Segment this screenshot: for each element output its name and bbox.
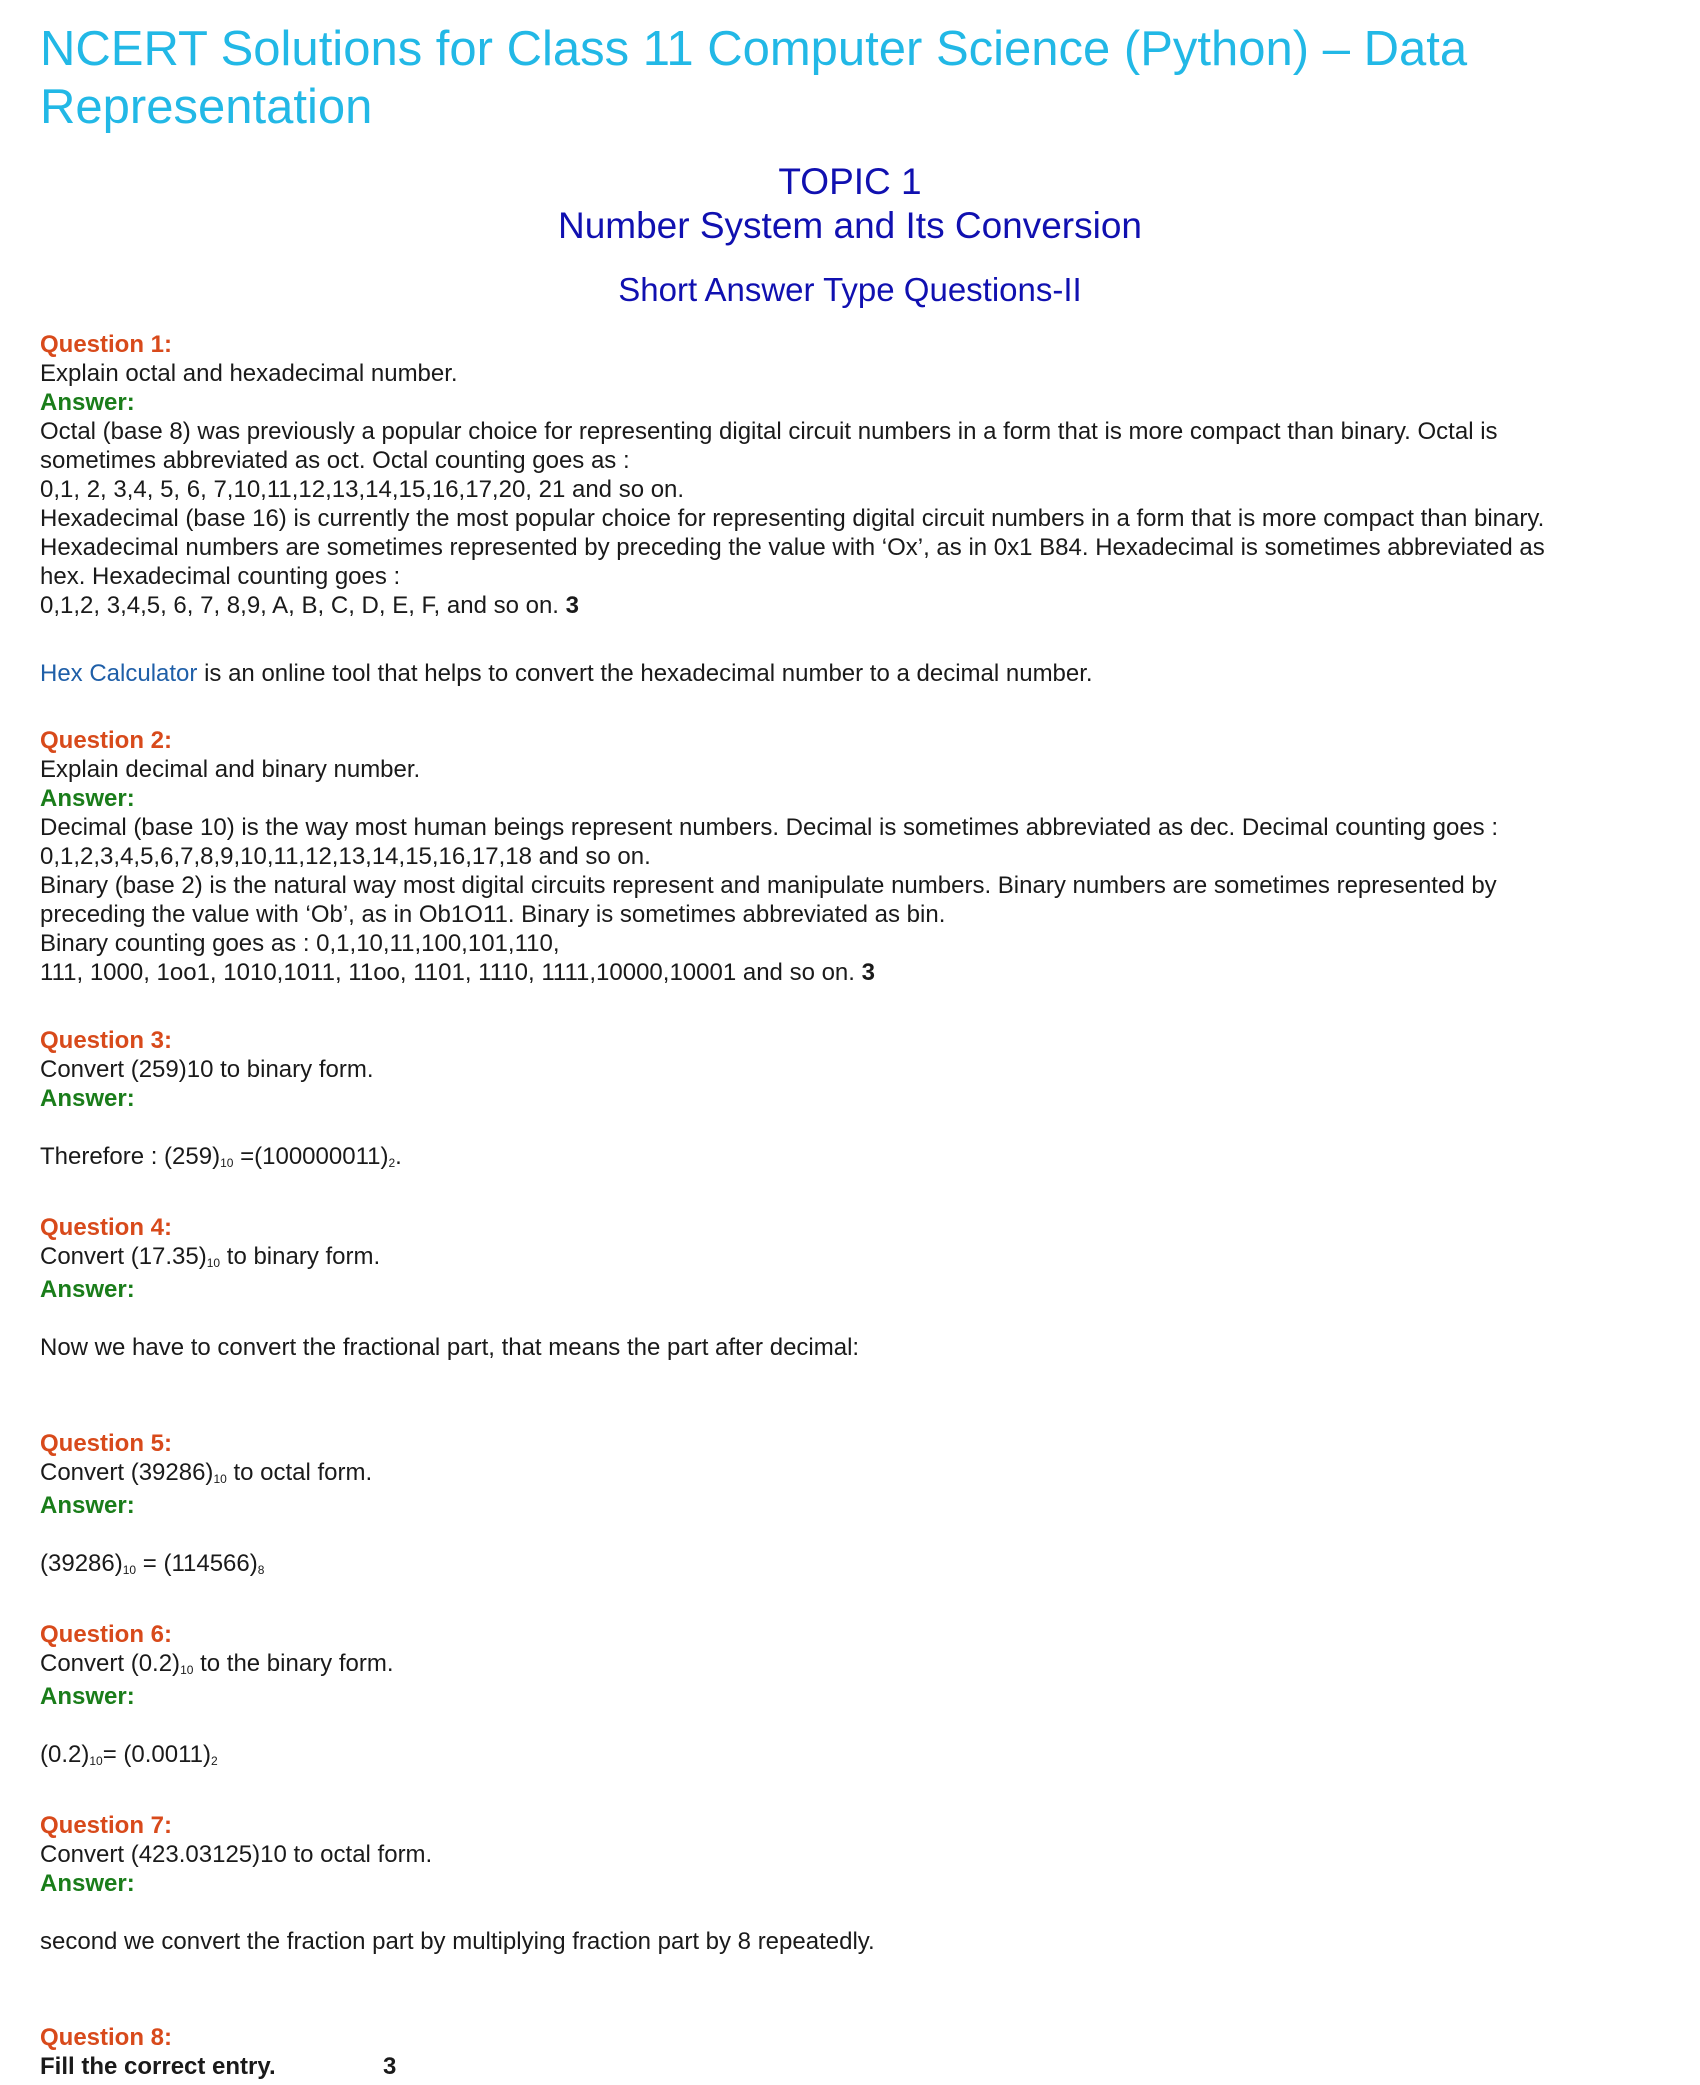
answer-2-line: Binary (base 2) is the natural way most digital circuits represent and manipulate numbers. Binary numbers are sometimes represented by: [40, 872, 1497, 899]
question-3-label: Question 3:: [40, 1027, 173, 1054]
question-5-block: [40, 1429, 1660, 1582]
answer-2-line: Decimal (base 10) is the way most human beings represent numbers. Decimal is sometimes abbreviated as dec. Decimal counting goes :: [40, 814, 1498, 841]
marks-badge: 3: [565, 592, 579, 619]
question-2-block: [40, 726, 1660, 987]
answer-3-label: Answer:: [40, 1085, 135, 1112]
question-text: Convert (0.2): [40, 1650, 181, 1677]
answer-6-result: [40, 1740, 1660, 1773]
answer-7-label: Answer:: [40, 1870, 135, 1897]
result-text: Therefore : (259): [40, 1143, 221, 1170]
question-8-label: Question 8:: [40, 2024, 173, 2051]
answer-2-label: Answer:: [40, 785, 135, 812]
hex-calculator-link[interactable]: Hex Calculator: [40, 660, 198, 687]
question-2-text: Explain decimal and binary number.: [40, 756, 421, 783]
answer-1-label: Answer:: [40, 389, 135, 416]
base-subscript: 2: [211, 1754, 218, 1768]
topic-label: TOPIC 1: [778, 161, 922, 202]
base-subscript: 10: [206, 1256, 221, 1270]
question-1-text: Explain octal and hexadecimal number.: [40, 360, 458, 387]
answer-5-label: Answer:: [40, 1492, 135, 1519]
answer-5-result: [40, 1549, 1660, 1582]
question-6-label: Question 6:: [40, 1621, 173, 1648]
answer-2-last-text: 111, 1000, 1oo1, 1010,1011, 11oo, 1101, 1110, 1111,10000,10001 and so on.: [40, 959, 855, 986]
result-text: =(100000011): [233, 1143, 389, 1170]
question-3-block: [40, 1026, 1660, 1175]
base-subscript: 2: [388, 1156, 396, 1170]
topic-name: Number System and Its Conversion: [557, 205, 1142, 246]
base-subscript: 10: [122, 1563, 137, 1577]
question-text: to octal form.: [226, 1459, 373, 1486]
question-text: Convert (17.35): [40, 1243, 207, 1270]
answer-1-line: Hexadecimal numbers are sometimes represented by preceding the value with ‘Ox’, as in 0x1 B84. Hexadecimal is sometimes abbreviated as: [40, 534, 1545, 561]
result-text: = (0.0011): [102, 1741, 212, 1768]
question-2-label: Question 2:: [40, 727, 173, 754]
question-1-block: [40, 330, 1660, 620]
base-subscript: 10: [220, 1156, 234, 1170]
question-8-text: [40, 2052, 1660, 2081]
question-1-label: Question 1:: [40, 331, 173, 358]
base-subscript: 8: [257, 1563, 265, 1577]
question-6-block: [40, 1620, 1660, 1773]
answer-2-line: 0,1,2,3,4,5,6,7,8,9,10,11,12,13,14,15,16,17,18 and so on.: [40, 843, 651, 870]
result-text: (39286): [40, 1550, 123, 1577]
question-7-block: [40, 1811, 1660, 1956]
answer-1-line: sometimes abbreviated as oct. Octal counting goes as :: [40, 447, 630, 474]
question-4-text: [40, 1242, 1660, 1275]
answer-7-note: second we convert the fraction part by multiplying fraction part by 8 repeatedly.: [40, 1928, 875, 1955]
question-text: to the binary form.: [193, 1650, 394, 1677]
answer-1-line: 0,1, 2, 3,4, 5, 6, 7,10,11,12,13,14,15,16,17,20, 21 and so on.: [40, 476, 685, 503]
answer-4-label: Answer:: [40, 1276, 135, 1303]
answer-6-label: Answer:: [40, 1683, 135, 1710]
question-5-label: Question 5:: [40, 1430, 173, 1457]
question-7-text: Convert (423.03125)10 to octal form.: [40, 1841, 433, 1868]
question-text: Convert (39286): [40, 1459, 214, 1486]
question-text: Fill the correct entry.: [40, 2053, 276, 2080]
answer-1-last-text: 0,1,2, 3,4,5, 6, 7, 8,9, A, B, C, D, E, F, and so on.: [40, 592, 559, 619]
answer-1-line: Octal (base 8) was previously a popular choice for representing digital circuit numbers in a form that is more compact than binary. Octal is: [40, 418, 1498, 445]
marks-badge: 3: [383, 2053, 397, 2080]
result-text: .: [395, 1143, 402, 1170]
question-4-block: [40, 1213, 1660, 1362]
question-text: to binary form.: [220, 1243, 381, 1270]
result-text: = (114566): [136, 1550, 258, 1577]
page-title: NCERT Solutions for Class 11 Computer Science (Python) – Data Representation: [40, 22, 1468, 134]
answer-1-line: Hexadecimal (base 16) is currently the most popular choice for representing digital circuit numbers in a form that is more compact than binary.: [40, 505, 1545, 532]
answer-2-line: Binary counting goes as : 0,1,10,11,100,101,110,: [40, 930, 560, 957]
topic-header: [40, 160, 1660, 310]
question-7-label: Question 7:: [40, 1812, 173, 1839]
section-heading: Short Answer Type Questions-II: [618, 271, 1082, 308]
result-text: (0.2): [40, 1741, 90, 1768]
hex-calculator-description: is an online tool that helps to convert the hexadecimal number to a decimal number.: [197, 660, 1093, 687]
base-subscript: 10: [180, 1663, 194, 1677]
base-subscript: 10: [89, 1754, 103, 1768]
question-6-text: [40, 1649, 1660, 1682]
question-8-block: [40, 2023, 1660, 2081]
answer-2-line: preceding the value with ‘Ob’, as in Ob1O11. Binary is sometimes abbreviated as bin.: [40, 901, 946, 928]
answer-4-note: Now we have to convert the fractional part, that means the part after decimal:: [40, 1334, 860, 1361]
base-subscript: 10: [213, 1472, 227, 1486]
hex-calculator-note: [40, 659, 1660, 688]
question-4-label: Question 4:: [40, 1214, 173, 1241]
answer-1-line-last: [40, 591, 1660, 620]
answer-1-line: hex. Hexadecimal counting goes :: [40, 563, 401, 590]
answer-3-result: [40, 1142, 1660, 1175]
question-5-text: [40, 1458, 1660, 1491]
answer-2-line-last: [40, 958, 1660, 987]
marks-badge: 3: [861, 959, 875, 986]
question-3-text: Convert (259)10 to binary form.: [40, 1056, 374, 1083]
